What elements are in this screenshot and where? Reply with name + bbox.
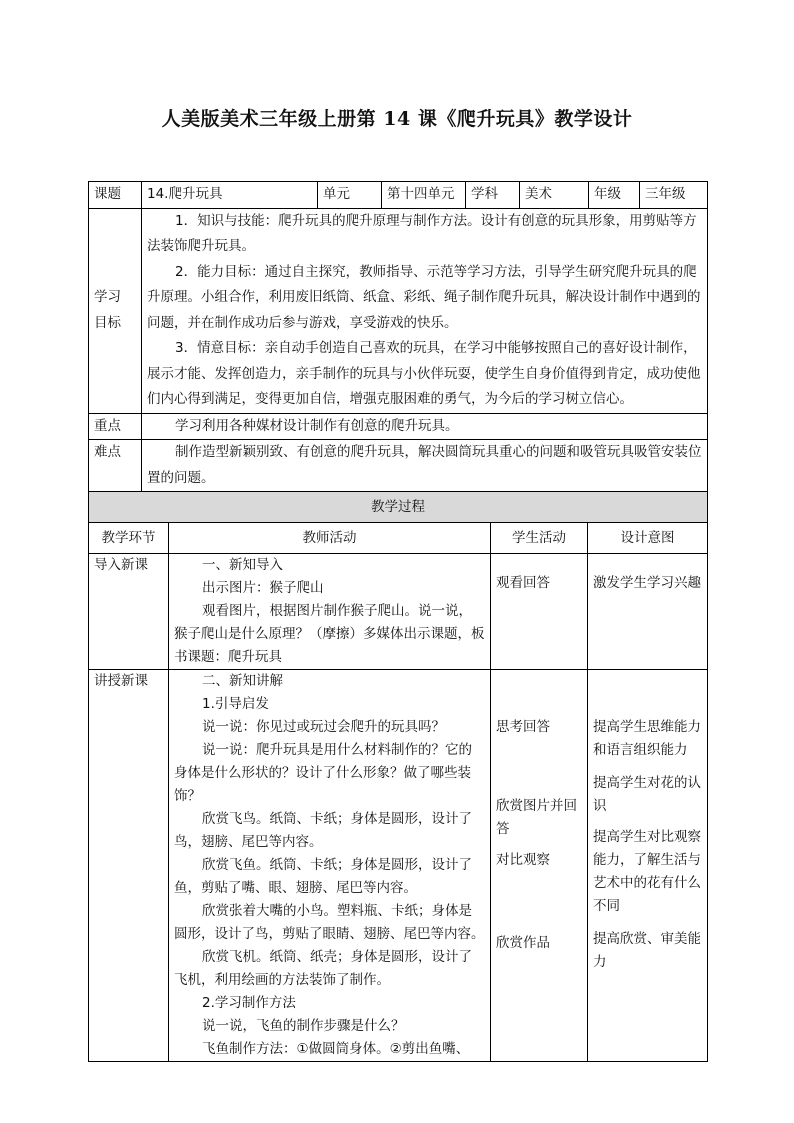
course-value: 14.爬升玩具 (142, 182, 318, 209)
difficulty-label: 难点 (89, 440, 142, 495)
design-intent-intro: 激发学生学习兴趣 (588, 554, 708, 670)
course-label: 课题 (89, 182, 142, 209)
grade-value: 三年级 (640, 182, 708, 209)
process-header: 教学过程 (89, 492, 708, 523)
col-teacher: 教师活动 (169, 523, 491, 554)
goal-emotion: 3．情意目标：亲自动手创造自己喜欢的玩具，在学习中能够按照自己的喜好设计制作，展示才能、发挥创造力，亲手制作的玩具与小伙伴玩耍，使学生自身价值得到肯定，成功使他们内心得到满足，变得更加自信，增强克服困难的勇气，为今后的学习树立信心。 (147, 340, 701, 407)
goals-content (142, 208, 708, 413)
goal-knowledge: 1．知识与技能：爬升玩具的爬升原理与制作方法。设计有创意的玩具形象，用剪贴等方法装饰爬升玩具。 (147, 212, 697, 254)
teacher-activity-intro: 一、新知导入 出示图片：猴子爬山 观看图片，根据图片制作猴子爬山。说一说，猴子爬山是什么原理？（摩擦）多媒体出示课题，板书课题：爬升玩具 (169, 554, 491, 670)
goals-label: 学习 目标 (89, 208, 142, 413)
col-intent: 设计意图 (588, 523, 708, 554)
stage-intro: 导入新课 (89, 554, 169, 670)
col-stage: 教学环节 (89, 523, 169, 554)
design-intent-lesson: 提高学生思维能力和语言组织能力 提高学生对花的认识 提高学生对比观察能力，了解生活与艺术中的花有什么不同 提高欣赏、审美能力 (588, 670, 708, 1062)
difficulty-text: 制作造型新颖别致、有创意的爬升玩具，解决圆筒玩具重心的问题和吸管玩具吸管安装位置的问题。 (142, 440, 708, 495)
student-activity-intro: 观看回答 (491, 554, 588, 670)
process-table (88, 491, 708, 1062)
unit-value: 第十四单元 (382, 182, 466, 209)
info-table (88, 181, 708, 495)
student-activity-lesson: 思考回答 欣赏图片并回答 对比观察 欣赏作品 (491, 670, 588, 1062)
teacher-activity-lesson: 二、新知讲解 1.引导启发 说一说：你见过或玩过会爬升的玩具吗？ 说一说：爬升玩具是用什么材料制作的？它的身体是什么形状的？设计了什么形象？做了哪些装饰？ 欣赏飞鸟。纸筒、卡纸；身体是圆形，设计了鸟，翅膀、尾巴等内容。 欣赏飞鱼。纸筒、卡纸；身体是圆形，设计了鱼，剪贴了嘴、眼、翅膀、尾巴等内容。 欣赏张着大嘴的小鸟。塑料瓶、卡纸；身体是圆形，设计了鸟，剪贴了眼睛、翅膀、尾巴等内容。 欣赏飞机。纸筒、纸壳；身体是圆形，设计了飞机，利用绘画的方法装饰了制作。 2.学习制作方法 说一说，飞鱼的制作步骤是什么？ 飞鱼制作方法：①做圆筒身体。②剪出鱼嘴、 (169, 670, 491, 1062)
grade-label: 年级 (589, 182, 640, 209)
stage-new-lesson: 讲授新课 (89, 670, 169, 1062)
subject-label: 学科 (466, 182, 520, 209)
key-point-label: 重点 (89, 413, 142, 440)
goal-ability: 2．能力目标：通过自主探究，教师指导、示范等学习方法，引导学生研究爬升玩具的爬升原理。小组合作，利用废旧纸筒、纸盒、彩纸、绳子制作爬升玩具，解决设计制作中遇到的问题，并在制作成功后参与游戏，享受游戏的快乐。 (147, 263, 701, 331)
col-student: 学生活动 (491, 523, 588, 554)
key-point-text: 学习利用各种媒材设计制作有创意的爬升玩具。 (142, 413, 708, 440)
subject-value: 美术 (520, 182, 589, 209)
document-title: 人美版美术三年级上册第 14 课《爬升玩具》教学设计 (161, 108, 633, 130)
unit-label: 单元 (318, 182, 382, 209)
